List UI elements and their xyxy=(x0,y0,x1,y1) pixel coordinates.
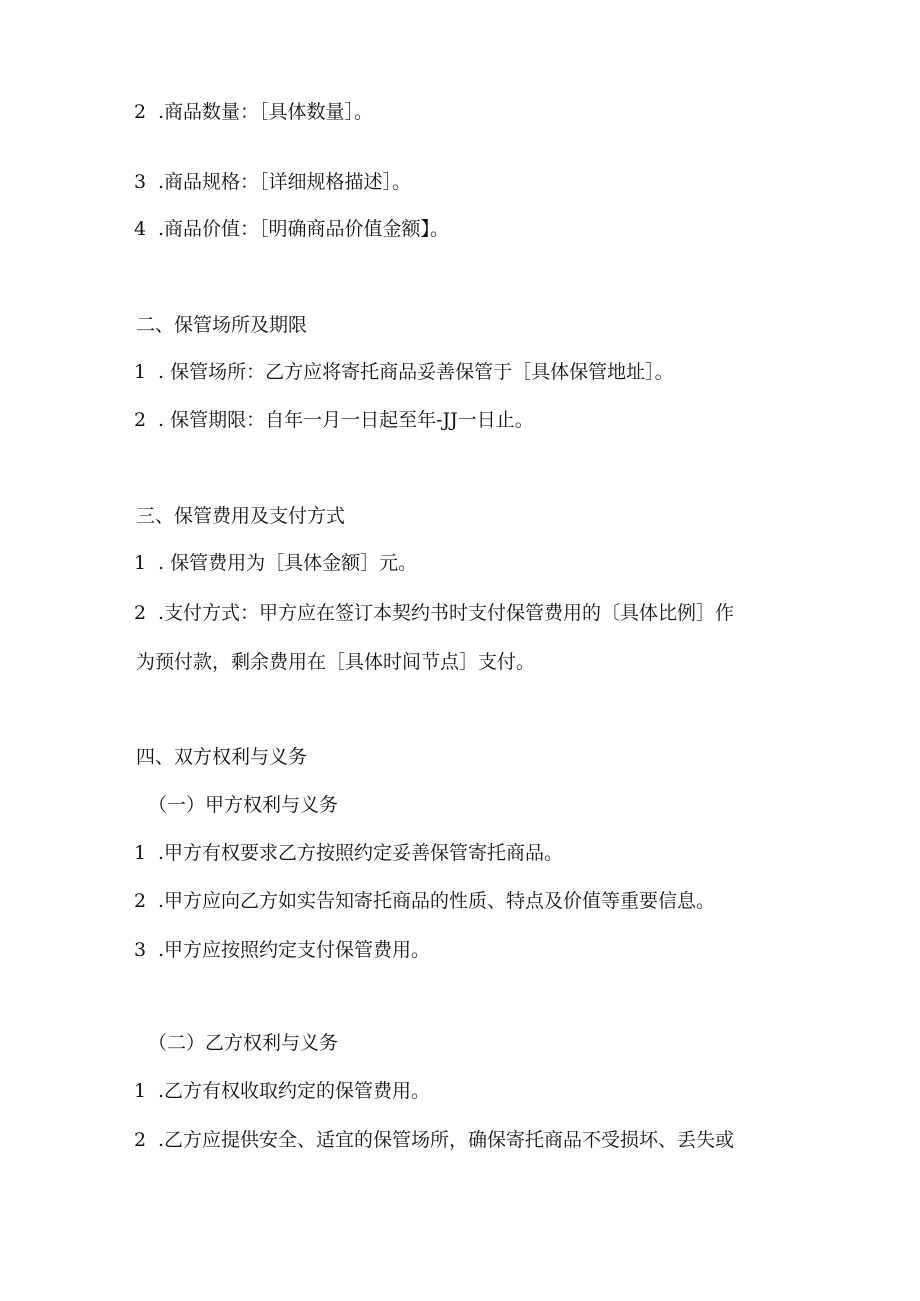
item-number: 3 xyxy=(134,939,147,961)
item-number: 2 xyxy=(134,101,147,123)
item-text: . 保管场所：乙方应将寄托商品妥善保管于［具体保管地址］。 xyxy=(158,361,674,383)
section-heading-text: 二、保管场所及期限 xyxy=(136,314,308,336)
item-text: .商品价值：［明确商品价值金额】。 xyxy=(158,218,450,240)
item-text: .甲方有权要求乙方按照约定妥善保管寄托商品。 xyxy=(158,842,564,864)
item-text: . 保管期限：自年一月一日起至年-JJ一日止。 xyxy=(158,409,534,431)
continuation-text: 为预付款，剩余费用在［具体时间节点］支付。 xyxy=(136,651,536,673)
item-number: 2 xyxy=(134,890,147,912)
item-number: 3 xyxy=(134,171,147,193)
item-text: . 保管费用为［具体金额］元。 xyxy=(158,552,418,574)
item-text: .甲方应向乙方如实告知寄托商品的性质、特点及价值等重要信息。 xyxy=(158,890,716,912)
item-number: 2 xyxy=(134,409,147,431)
item-number: 1 xyxy=(134,361,147,383)
item-number: 2 xyxy=(134,1129,147,1151)
item-text: .乙方有权收取约定的保管费用。 xyxy=(158,1080,431,1102)
item-text: .支付方式：甲方应在签订本契约书时支付保管费用的〔具体比例］作 xyxy=(158,602,735,624)
subsection-heading-text: （一）甲方权利与义务 xyxy=(148,794,339,816)
item-number: 1 xyxy=(134,842,147,864)
item-text: .商品规格：［详细规格描述］。 xyxy=(158,171,412,193)
item-text: .甲方应按照约定支付保管费用。 xyxy=(158,939,431,961)
item-number: 1 xyxy=(134,552,147,574)
item-text: .商品数量：［具体数量］。 xyxy=(158,101,374,123)
item-number: 1 xyxy=(134,1080,147,1102)
item-text: .乙方应提供安全、适宜的保管场所，确保寄托商品不受损坏、丢失或 xyxy=(158,1129,735,1151)
item-number: 2 xyxy=(134,602,147,624)
section-heading-text: 三、保管费用及支付方式 xyxy=(136,505,346,527)
subsection-heading-text: （二）乙方权利与义务 xyxy=(148,1032,339,1054)
item-number: 4 xyxy=(134,218,147,240)
section-heading-text: 四、双方权利与义务 xyxy=(136,746,308,768)
